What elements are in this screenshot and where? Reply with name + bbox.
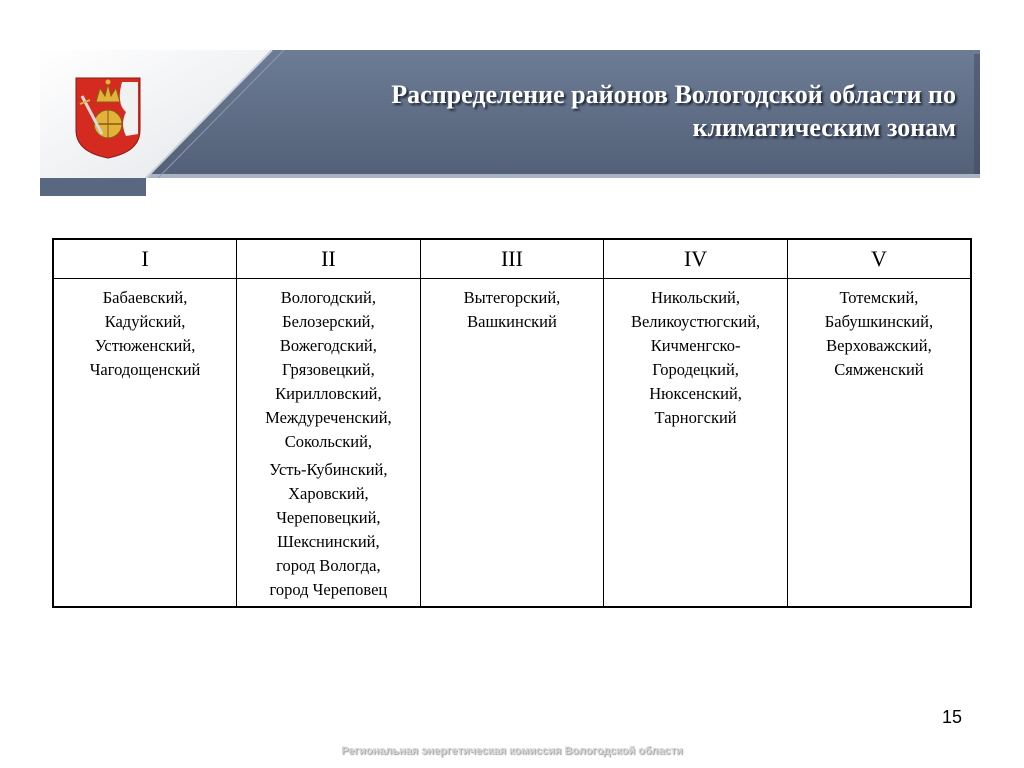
table-header-row — [53, 239, 971, 279]
table-row — [53, 279, 971, 608]
district-name: Шекснинский, — [277, 532, 380, 551]
district-name: Сокольский, — [284, 432, 373, 451]
climate-zones-table — [52, 238, 972, 608]
title-line-1: Распределение районов Вологодской области по — [391, 80, 956, 109]
district-name: Грязовецкий, — [282, 360, 375, 379]
header-banner — [40, 50, 980, 196]
footer-text: Региональная энергетическая комиссия Вологодской области — [341, 745, 683, 757]
district-name: Кичменгско- — [650, 336, 741, 355]
zone-cell-3 — [420, 279, 604, 608]
district-name: Устюженский, — [94, 336, 196, 355]
zone-cell-2 — [237, 279, 421, 608]
district-name: Кадуйский, — [104, 312, 186, 331]
zone-header-5: V — [787, 239, 971, 279]
zone-header-2: II — [237, 239, 421, 279]
district-name: Нюксенский, — [649, 384, 742, 403]
title-line-2: климатическим зонам — [692, 113, 956, 142]
district-name: Сямженский — [834, 360, 924, 379]
district-name: Верховажский, — [826, 336, 932, 355]
district-name: город Вологда, — [276, 556, 381, 575]
district-name: Харовский, — [288, 484, 369, 503]
district-name: Городецкий, — [652, 360, 739, 379]
district-name: Вожегодский, — [279, 336, 377, 355]
district-name: Бабаевский, — [102, 288, 188, 307]
district-name: Вологодский, — [280, 288, 376, 307]
district-name: город Череповец — [269, 580, 388, 599]
district-name: Чагодощенский — [89, 360, 201, 379]
vologda-coat-of-arms-icon — [72, 74, 144, 160]
zone-cell-5 — [787, 279, 971, 608]
zone-header-1: I — [53, 239, 237, 279]
zone-header-3: III — [420, 239, 604, 279]
district-name: Никольский, — [651, 288, 740, 307]
district-name: Междуреченский, — [265, 408, 392, 427]
district-name: Вашкинский — [467, 312, 557, 331]
district-name: Белозерский, — [282, 312, 375, 331]
district-name: Вытегорский, — [463, 288, 561, 307]
district-name: Бабушкинский, — [824, 312, 934, 331]
district-name: Тотемский, — [839, 288, 919, 307]
zone-cell-1 — [53, 279, 237, 608]
district-name: Кирилловский, — [275, 384, 382, 403]
zone-header-4: IV — [604, 239, 788, 279]
district-name: Тарногский — [654, 408, 737, 427]
page-title — [296, 78, 956, 144]
district-name: Усть-Кубинский, — [269, 460, 388, 479]
page-number: 15 — [941, 707, 962, 727]
zone-cell-4 — [604, 279, 788, 608]
district-name: Череповецкий, — [276, 508, 381, 527]
district-name: Великоустюгский, — [630, 312, 761, 331]
